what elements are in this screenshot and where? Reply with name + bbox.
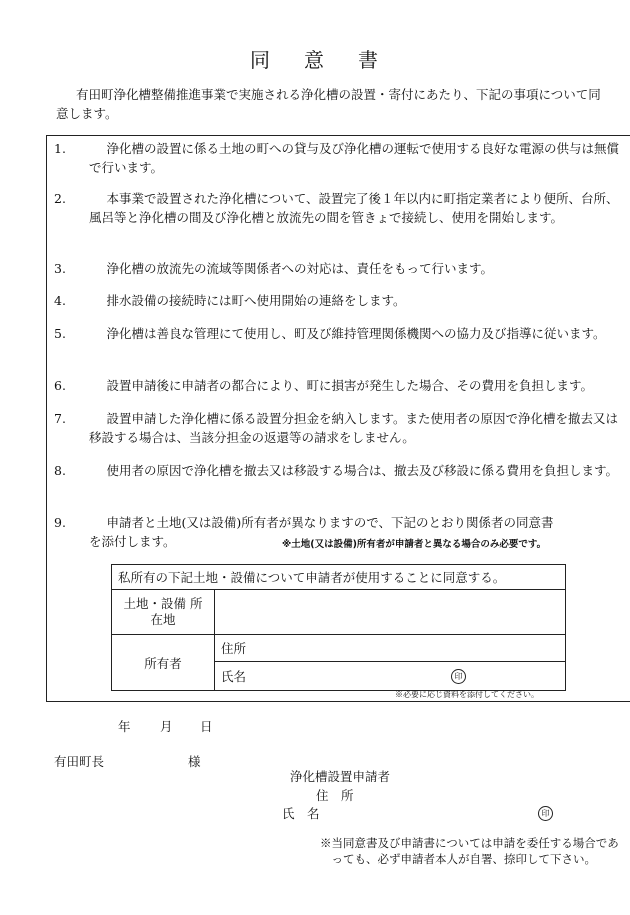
applicant-seal-mark: 印 <box>538 806 553 821</box>
owner-address-field[interactable]: 住所 <box>215 635 566 662</box>
date-day: 日 <box>200 719 213 734</box>
applicant-address-label: 住 所 <box>316 788 354 803</box>
date-month: 月 <box>160 719 173 734</box>
applicant-title: 浄化槽設置申請者 <box>290 769 391 784</box>
list-item: 4. 排水設備の接続時には町へ使用開始の連絡をします。 <box>54 293 406 308</box>
list-item: 6. 設置申請後に申請者の都合により、町に損害が発生した場合、その費用を負担します。 <box>54 378 594 393</box>
consent-table <box>111 564 566 691</box>
land-label: 土地・設備 所在地 <box>112 590 215 635</box>
list-item: 7. 設置申請した浄化槽に係る設置分担金を納入します。また使用者の原因で浄化槽を撤去又は移設する場合は、当該分担金の返還等の請求をしません。 <box>54 411 619 445</box>
consent-header: 私所有の下記土地・設備について申請者が使用することに同意する。 <box>112 565 566 590</box>
list-item: 5. 浄化槽は善良な管理にて使用し、町及び維持管理関係機関への協力及び指導に従います。 <box>54 326 606 341</box>
list-item: 3. 浄化槽の放流先の流域等関係者への対応は、責任をもって行います。 <box>54 261 494 276</box>
terms-box <box>46 135 630 702</box>
list-item: 8. 使用者の原因で浄化槽を撤去又は移設する場合は、撤去及び移設に係る費用を負担します。 <box>54 463 619 478</box>
seal-mark: 印 <box>451 669 466 684</box>
land-location-field[interactable] <box>215 590 566 635</box>
addressee-name: 有田町長 <box>54 754 105 769</box>
list-item: 9. 申請者と土地(又は設備)所有者が異なりますので、下記のとおり関係者の同意書を添付します。 <box>54 515 554 549</box>
addressee-honorific: 様 <box>188 754 201 769</box>
item9-note: ※土地(又は設備)所有者が申請者と異なる場合のみ必要です。 <box>282 539 547 550</box>
attach-note: ※必要に応じ資料を添付してください。 <box>395 690 539 699</box>
owner-name-field[interactable]: 氏名 印 <box>215 662 566 691</box>
list-item: 2. 本事業で設置された浄化槽について、設置完了後１年以内に町指定業者により便所、台所、風呂等と浄化槽の間及び浄化槽と放流先の間を管きょで接続し、使用を開始します。 <box>54 191 619 225</box>
page-title: 同 意 書 <box>250 48 380 72</box>
owner-label: 所有者 <box>112 635 215 691</box>
list-item: 1. 浄化槽の設置に係る土地の町への貸与及び浄化槽の運転で使用する良好な電源の供与は無償で行います。 <box>54 141 620 175</box>
applicant-name-label: 氏 名 <box>282 806 320 821</box>
bottom-note: ※当同意書及び申請書については申請を委任する場合であっても、必ず申請者本人が自署、捺印して下さい。 <box>320 836 619 866</box>
intro-text: 有田町浄化槽整備推進事業で実施される浄化槽の設置・寄付にあたり、下記の事項について同意します。 <box>56 87 601 121</box>
date-year: 年 <box>118 719 131 734</box>
